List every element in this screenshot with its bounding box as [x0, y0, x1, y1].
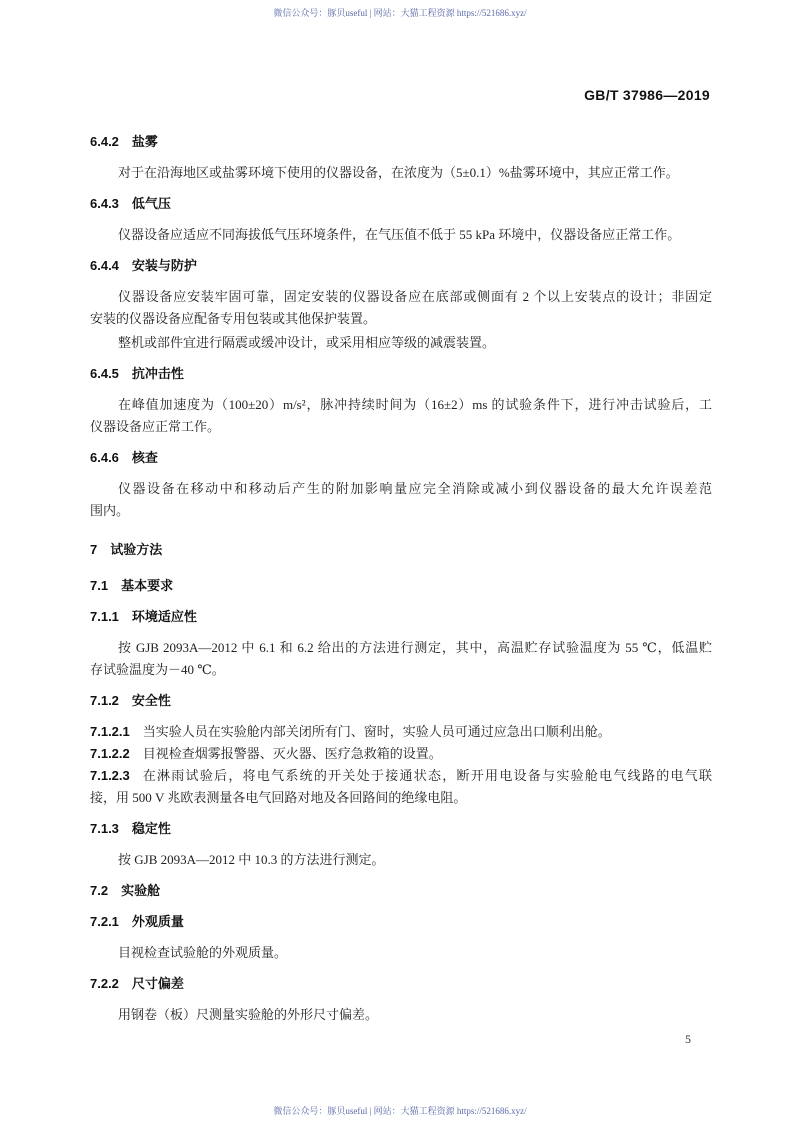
- subclause-number: 7.1.2.3: [90, 768, 130, 783]
- standard-number-header: GB/T 37986—2019: [584, 87, 710, 103]
- clause-title: 环境适应性: [131, 609, 197, 624]
- paragraph-line: 按 GJB 2093A—2012 中 10.3 的方法进行测定。: [118, 852, 385, 867]
- paragraph-line: 存试验温度为－40 ℃。: [90, 662, 225, 677]
- paragraph-line: 整机或部件宜进行隔震或缓冲设计，或采用相应等级的减震装置。: [118, 335, 496, 350]
- watermark-top: 微信公众号：豚贝useful | 网站：大猫工程资源 https://521686.xyz/: [273, 8, 527, 18]
- clause-title: 稳定性: [131, 821, 171, 836]
- clause-heading-7-1-3: [90, 818, 712, 840]
- paragraph-line: 用钢卷（板）尺测量实验舱的外形尺寸偏差。: [118, 1007, 379, 1022]
- paragraph-line: 在峰值加速度为（100±20）m/s²，脉冲持续时间为（16±2）ms 的试验条件下，进行冲击试验后，工: [118, 397, 712, 412]
- paragraph-line: 仪器设备在移动中和移动后产生的附加影响量应完全消除或减小到仪器设备的最大允许误差范: [118, 481, 712, 496]
- clause-title: 试验方法: [110, 542, 163, 557]
- paragraph-line: 仪器设备应安装牢固可靠，固定安装的仪器设备应在底部或侧面有 2 个以上安装点的设计；非固定: [118, 289, 712, 304]
- clause-number: 7.1.1: [90, 609, 119, 624]
- clause-number: 6.4.5: [90, 366, 119, 381]
- paragraph-line: 接，用 500 V 兆欧表测量各电气回路对地及各回路间的绝缘电阻。: [90, 790, 467, 805]
- subclause-7-1-2-2: [90, 743, 712, 765]
- clause-number: 6.4.6: [90, 450, 119, 465]
- clause-number: 7.1: [90, 578, 109, 593]
- clause-number: 7.2: [90, 883, 109, 898]
- clause-heading-6-4-4: [90, 255, 712, 277]
- paragraph-line: 围内。: [90, 503, 130, 518]
- clause-heading-7-2: [90, 880, 712, 902]
- clause-title: 尺寸偏差: [131, 976, 184, 991]
- clause-title: 安全性: [131, 693, 171, 708]
- clause-heading-6-4-3: [90, 193, 712, 215]
- paragraph-line: 目视检查试验舱的外观质量。: [118, 945, 288, 960]
- clause-title: 低气压: [131, 196, 171, 211]
- clause-number: 7.1.3: [90, 821, 119, 836]
- clause-title: 安装与防护: [131, 258, 197, 273]
- clause-heading-7-2-1: [90, 911, 712, 933]
- clause-number: 7.1.2: [90, 693, 119, 708]
- clause-heading-7-1-2: [90, 690, 712, 712]
- subclause-7-1-2-1: [90, 721, 712, 743]
- clause-number: 6.4.4: [90, 258, 119, 273]
- clause-heading-7-1: [90, 575, 712, 597]
- subclause-text: 在淋雨试验后，将电气系统的开关处于接通状态，断开用电设备与实验舱电气线路的电气联: [142, 768, 712, 783]
- subclause-text: 当实验人员在实验舱内部关闭所有门、窗时，实验人员可通过应急出口顺利出舱。: [142, 724, 611, 739]
- clause-title: 核查: [131, 450, 158, 465]
- clause-title: 实验舱: [121, 883, 161, 898]
- paragraph-line: 对于在沿海地区或盐雾环境下使用的仪器设备，在浓度为（5±0.1）%盐雾环境中，其应正常工作。: [118, 165, 679, 180]
- subclause-text: 目视检查烟雾报警器、灭火器、医疗急救箱的设置。: [142, 746, 442, 761]
- clause-heading-7-1-1: [90, 606, 712, 628]
- clause-title: 基本要求: [121, 578, 174, 593]
- clause-number: 6.4.3: [90, 196, 119, 211]
- clause-number: 7.2.1: [90, 914, 119, 929]
- chapter-heading-7: [90, 539, 712, 561]
- clause-number: 6.4.2: [90, 134, 119, 149]
- clause-heading-6-4-2: [90, 131, 712, 153]
- clause-number: 7: [90, 542, 98, 557]
- subclause-7-1-2-3: [90, 765, 712, 787]
- clause-heading-6-4-5: [90, 363, 712, 385]
- paragraph-line: 仪器设备应适应不同海拔低气压环境条件，在气压值不低于 55 kPa 环境中，仪器设备应正常工作。: [118, 227, 681, 242]
- clause-title: 外观质量: [131, 914, 184, 929]
- clause-heading-7-2-2: [90, 973, 712, 995]
- paragraph-line: 仪器设备应正常工作。: [90, 419, 221, 434]
- clause-number: 7.2.2: [90, 976, 119, 991]
- page-number: 5: [685, 1032, 691, 1046]
- subclause-number: 7.1.2.1: [90, 724, 130, 739]
- page-content: [90, 131, 712, 1026]
- clause-heading-6-4-6: [90, 447, 712, 469]
- paragraph-line: 按 GJB 2093A—2012 中 6.1 和 6.2 给出的方法进行测定，其中，高温贮存试验温度为 55 ℃，低温贮: [118, 640, 712, 655]
- paragraph-line: 安装的仪器设备应配备专用包装或其他保护装置。: [90, 311, 377, 326]
- subclause-number: 7.1.2.2: [90, 746, 130, 761]
- clause-title: 盐雾: [131, 134, 158, 149]
- watermark-bottom: 微信公众号：豚贝useful | 网站：大猫工程资源 https://521686.xyz/: [273, 1106, 527, 1116]
- clause-title: 抗冲击性: [131, 366, 184, 381]
